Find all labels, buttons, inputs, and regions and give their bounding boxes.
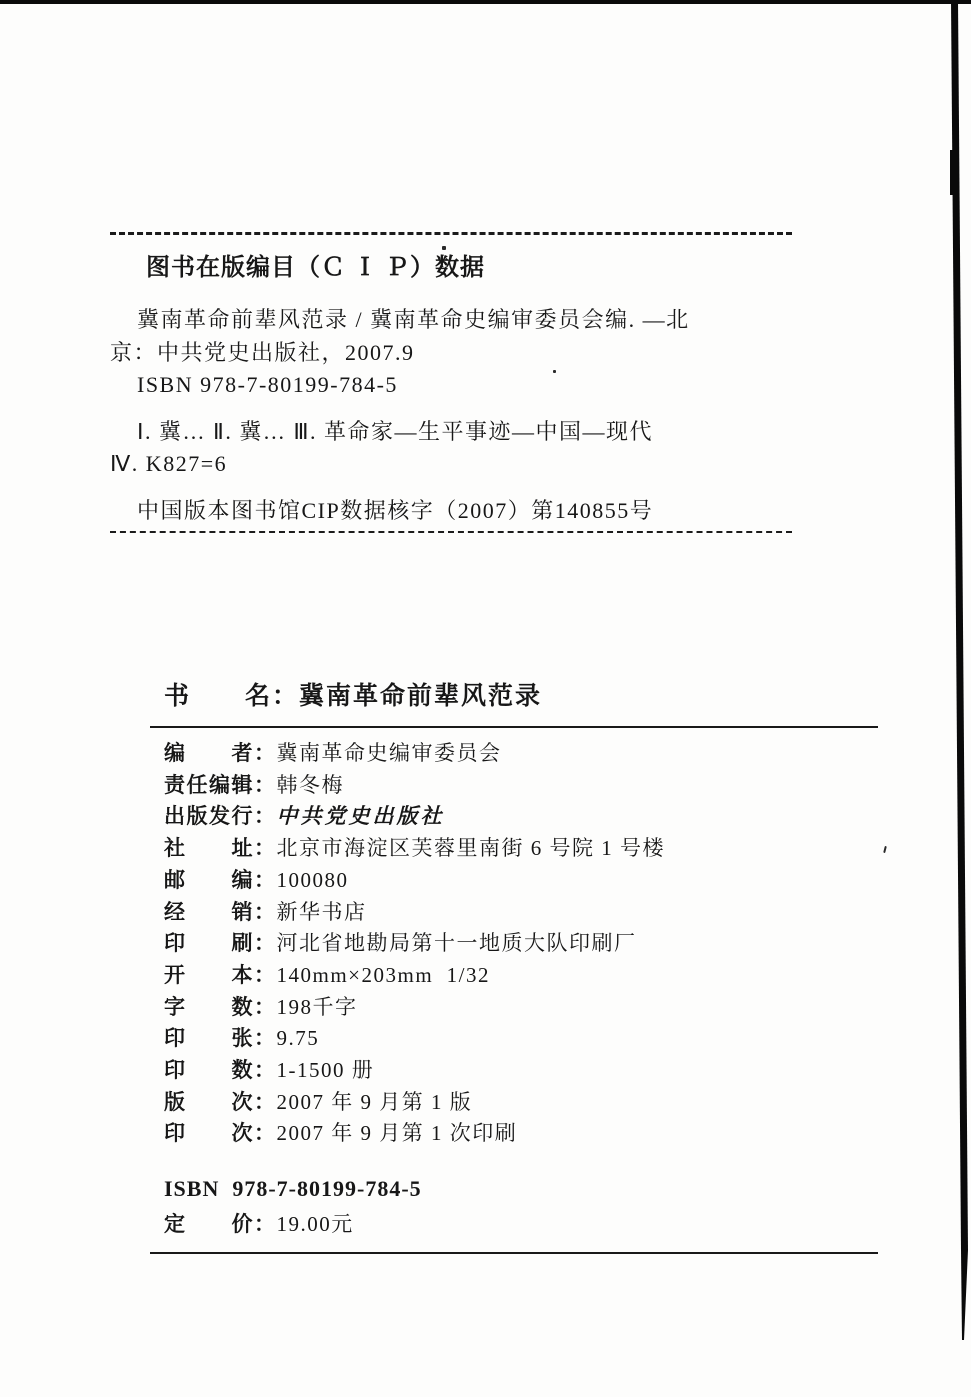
cip-description-line: 京：中共党史出版社，2007.9 [110,339,415,365]
row-value: 北京市海淀区芙蓉里南街 6 号院 1 号楼 [276,836,665,861]
row-label: 责任编辑： [164,772,277,797]
divider-bottom [150,1252,878,1254]
colophon-block [150,676,878,1254]
book-title-row [150,676,878,712]
row-label: 社 址： [164,836,277,861]
cip-dashed-border-top [110,232,792,235]
colophon-row-printer [150,928,878,960]
cip-title: 图书在版编目（Ｃ Ｉ Ｐ）数据 [146,255,485,281]
cip-record-number: 中国版本图书馆CIP数据核字（2007）第140855号 [137,497,654,523]
colophon-row-distributor [150,897,878,929]
scan-speck [883,846,887,853]
row-label: 字 数： [164,994,277,1019]
colophon-row-word-count [150,992,878,1024]
row-label: 版 次： [164,1089,277,1114]
row-value: 韩冬梅 [276,772,344,797]
colophon-row-responsible-editor [150,770,878,802]
row-label: 开 本： [164,962,277,987]
row-value: 冀南革命史编审委员会 [276,741,502,765]
book-title-value: 冀南革命前辈风范录 [299,683,543,710]
row-label: 印 次： [164,1121,277,1146]
colophon-row-sheets [150,1023,878,1055]
colophon-row-format [150,960,878,992]
colophon-row-editor [150,738,878,770]
row-label: 编 者： [164,741,277,765]
book-title-label: 书 名： [164,683,300,710]
cip-classification-line: Ⅰ. 冀… Ⅱ. 冀… Ⅲ. 革命家—生平事迹—中国—现代 [137,418,653,444]
row-value: 198千字 [276,994,358,1019]
cip-description-line: 冀南革命前辈风范录 / 冀南革命史编审委员会编. —北 [137,307,690,332]
colophon-row-publisher [150,801,878,833]
row-value: 1-1500 册 [276,1058,375,1083]
isbn-line: ISBN 978-7-80199-784-5 [164,1176,422,1202]
colophon-row-edition [150,1087,878,1119]
price-value: 19.00元 [276,1212,354,1237]
row-label: 经 销： [164,899,277,924]
row-label: 印 张： [164,1026,277,1051]
row-value-publisher-script: 中共党史出版社 [276,804,445,829]
divider-top [150,726,878,728]
colophon-row-impression [150,1118,878,1150]
row-value: 河北省地勘局第十一地质大队印刷厂 [276,931,637,956]
row-value: 新华书店 [276,899,367,924]
cip-isbn-line: ISBN 978-7-80199-784-5 [137,372,398,397]
row-value: 140mm×203mm 1/32 [276,962,491,987]
row-label: 印 刷： [164,931,277,956]
scan-edge-top [0,0,971,4]
row-label: 邮 编： [164,867,277,892]
colophon-rows [150,738,878,1150]
colophon-row-address [150,833,878,865]
price-row [150,1208,878,1238]
colophon-row-postcode [150,865,878,897]
row-value: 2007 年 9 月第 1 版 [276,1089,473,1114]
row-label: 出版发行： [164,804,277,829]
row-label: 印 数： [164,1058,277,1083]
row-value: 100080 [276,867,349,892]
cip-dashed-border-bottom [110,531,792,533]
price-label: 定 价： [164,1212,277,1237]
row-value: 9.75 [276,1026,320,1051]
row-value: 2007 年 9 月第 1 次印刷 [276,1121,518,1146]
cip-block [110,232,792,533]
cip-classification-line: Ⅳ. K827=6 [110,451,228,476]
colophon-row-print-run [150,1055,878,1087]
